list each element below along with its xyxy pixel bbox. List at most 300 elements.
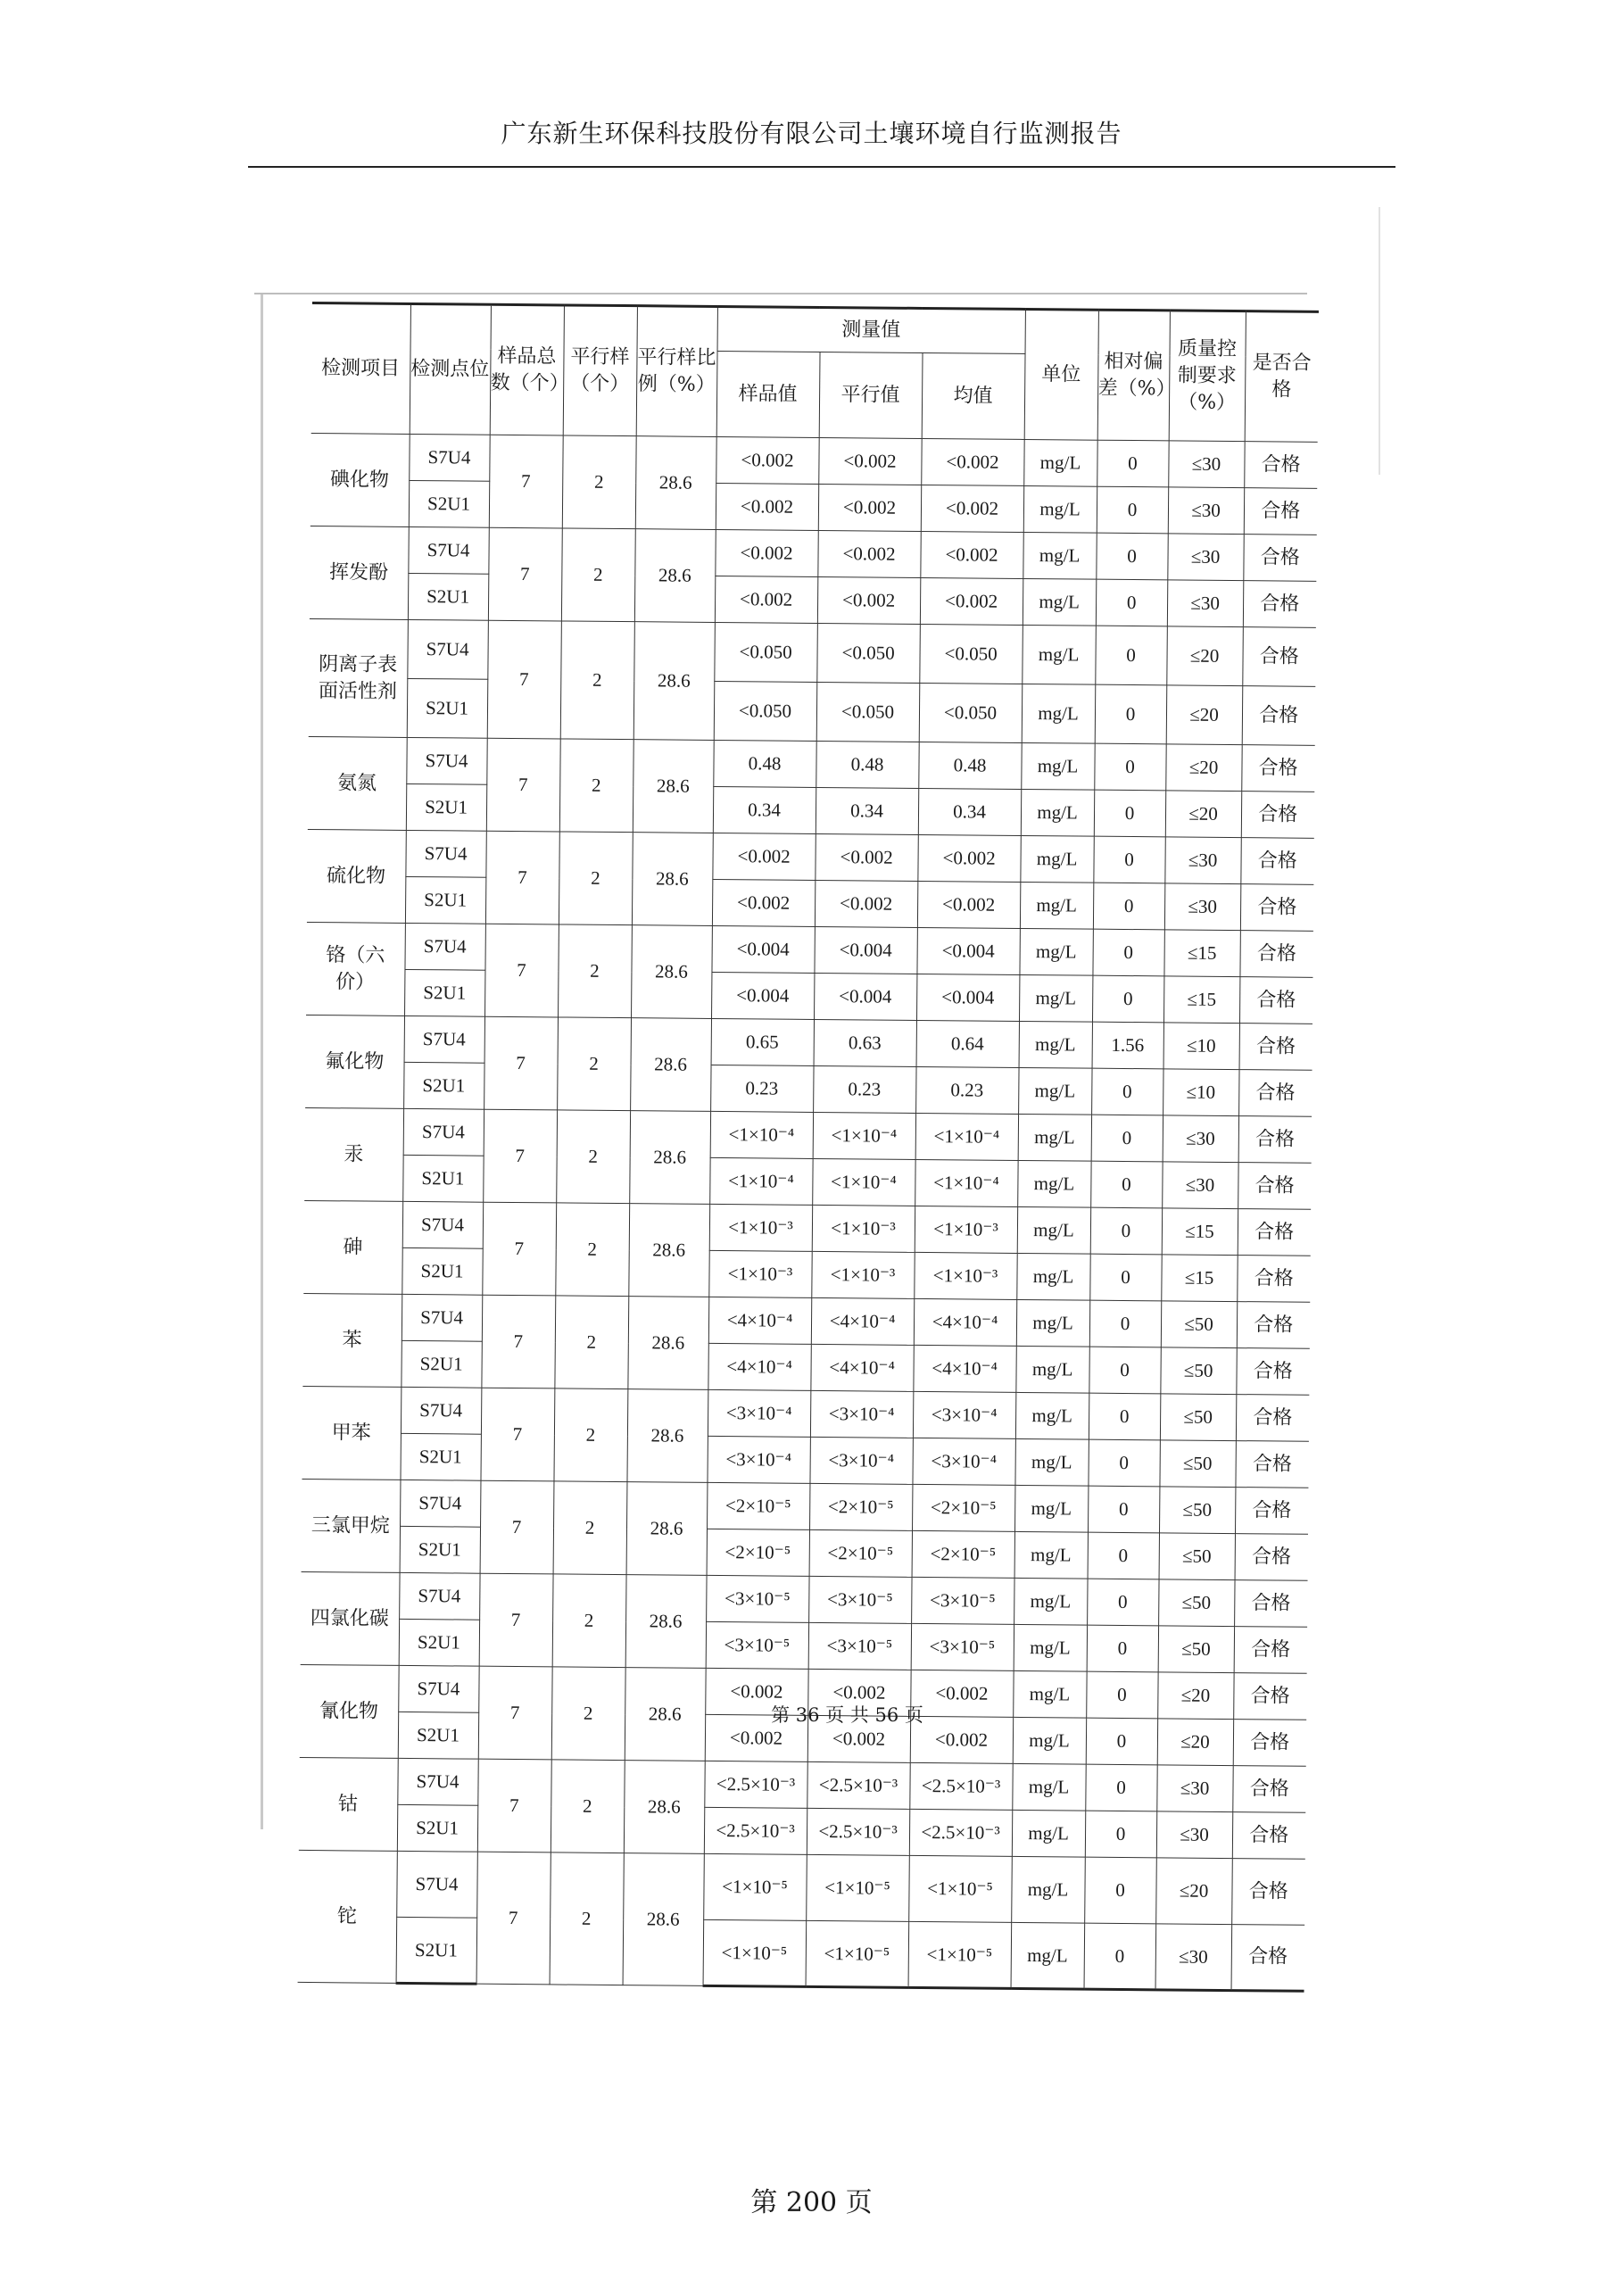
table-row [309,677,1316,745]
cell-parallel-ratio: 28.6 [623,1853,704,1986]
cell-relative-deviation: 0 [1093,836,1164,883]
cell-total: 7 [485,831,559,924]
cell-unit: mg/L [1022,684,1096,743]
cell-total: 7 [487,620,561,739]
cell-mean-value: <0.002 [910,1670,1013,1717]
cell-point: S2U1 [405,876,485,924]
cell-mean-value: <2.5×10⁻³ [909,1762,1012,1810]
cell-parallel-value: <0.002 [817,530,920,577]
cell-relative-deviation: 0 [1087,1579,1158,1626]
cell-qc-requirement: ≤20 [1166,626,1243,686]
cell-pass: 合格 [1240,838,1313,885]
cell-point: S2U1 [404,969,484,1016]
cell-parallel-value: <2×10⁻⁵ [809,1529,912,1577]
cell-qc-requirement: ≤15 [1162,1208,1238,1256]
cell-unit: mg/L [1016,1253,1089,1300]
cell-point: S2U1 [400,1433,480,1480]
cell-sample-value: <0.002 [712,833,815,880]
cell-parallel-value: <0.050 [816,623,920,683]
cell-relative-deviation: 0 [1089,1254,1161,1301]
cell-parallel-count: 2 [556,1110,630,1204]
cell-pass: 合格 [1244,442,1317,489]
cell-pass: 合格 [1232,1812,1305,1860]
cell-total: 7 [478,1666,552,1760]
qc-table-container [298,302,1319,1993]
cell-mean-value: <1×10⁻⁵ [908,1855,1012,1922]
cell-sample-value: <3×10⁻⁵ [706,1621,808,1669]
cell-qc-requirement: ≤20 [1165,791,1241,838]
scan-shadow-left [261,294,263,1829]
cell-relative-deviation: 0 [1094,790,1165,837]
cell-parallel-value: <2.5×10⁻³ [807,1761,909,1809]
header-pass: 是否合格 [1245,311,1319,443]
cell-pass: 合格 [1238,1070,1312,1117]
cell-parallel-count: 2 [562,435,636,529]
cell-relative-deviation: 0 [1091,1115,1163,1162]
cell-relative-deviation: 0 [1095,684,1167,744]
cell-total: 7 [480,1480,554,1574]
cell-qc-requirement: ≤50 [1158,1626,1234,1673]
cell-parallel-ratio: 28.6 [626,1389,708,1483]
header-mean-value: 均值 [922,352,1025,439]
cell-unit: mg/L [1017,1206,1090,1254]
cell-sample-value: <0.002 [716,436,818,484]
header-divider [248,166,1395,168]
cell-parallel-value: <0.004 [814,926,916,974]
cell-parallel-ratio: 28.6 [626,1482,708,1576]
cell-parallel-value: <0.002 [807,1669,910,1716]
cell-pass: 合格 [1231,1859,1305,1926]
cell-parallel-value: <0.002 [815,880,917,927]
cell-sample-value: <2×10⁻⁵ [707,1529,809,1576]
cell-point: S7U4 [399,1572,479,1620]
cell-point: S2U1 [402,1155,483,1202]
cell-parallel-count: 2 [551,1667,625,1761]
cell-parallel-ratio: 28.6 [632,833,713,926]
cell-qc-requirement: ≤50 [1159,1487,1235,1534]
cell-mean-value: <0.002 [910,1716,1013,1763]
cell-qc-requirement: ≤30 [1155,1924,1232,1991]
cell-sample-value: <0.002 [716,483,818,530]
cell-mean-value: <0.002 [917,881,1020,928]
cell-parallel-count: 2 [550,1853,624,1985]
cell-point: S7U4 [407,619,488,679]
cell-mean-value: 0.23 [915,1066,1018,1114]
header-sample-value: 样品值 [716,351,820,437]
cell-mean-value: 0.34 [918,788,1021,835]
cell-unit: mg/L [1019,1021,1092,1068]
cell-qc-requirement: ≤15 [1163,930,1239,977]
cell-total: 7 [481,1295,555,1388]
cell-item: 阴离子表面活性剂 [309,618,408,737]
cell-parallel-count: 2 [551,1760,625,1853]
cell-sample-value: <3×10⁻⁵ [706,1575,808,1622]
cell-total: 7 [489,435,563,528]
cell-parallel-value: <4×10⁻⁴ [810,1344,913,1391]
cell-pass: 合格 [1244,488,1317,535]
header-total: 样品总数（个） [490,304,564,435]
cell-relative-deviation: 0 [1089,1347,1160,1394]
cell-mean-value: <2×10⁻⁵ [912,1530,1014,1578]
cell-qc-requirement: ≤30 [1167,580,1243,627]
cell-parallel-value: <0.002 [818,484,921,531]
cell-pass: 合格 [1236,1395,1309,1442]
cell-qc-requirement: ≤20 [1157,1672,1233,1720]
header-point: 检测点位 [410,303,491,435]
cell-parallel-value: 0.48 [816,741,918,788]
cell-parallel-ratio: 28.6 [633,740,714,833]
cell-parallel-count: 2 [559,832,633,925]
cell-item: 挥发酚 [310,526,409,619]
cell-item: 硫化物 [307,829,406,923]
cell-relative-deviation: 0 [1090,1207,1162,1255]
cell-unit: mg/L [1011,1856,1085,1923]
cell-total: 7 [488,527,562,621]
cell-relative-deviation: 0 [1096,579,1167,626]
cell-qc-requirement: ≤30 [1162,1162,1238,1209]
cell-sample-value: <0.050 [714,622,817,682]
cell-pass: 合格 [1235,1488,1308,1535]
cell-parallel-count: 2 [559,739,633,833]
cell-relative-deviation: 1.56 [1092,1022,1163,1069]
cell-pass: 合格 [1231,1925,1305,1992]
cell-mean-value: <4×10⁻⁴ [913,1345,1015,1392]
cell-mean-value: <0.004 [916,974,1019,1021]
header-qc-requirement: 质量控制要求（%） [1169,311,1246,442]
cell-unit: mg/L [1023,578,1096,626]
table-row [298,1850,1305,1925]
table-row [298,1916,1305,1991]
cell-total: 7 [486,738,560,832]
cell-sample-value: <1×10⁻³ [709,1204,812,1251]
cell-point: S7U4 [405,830,485,877]
cell-unit: mg/L [1022,625,1096,684]
cell-qc-requirement: ≤50 [1159,1440,1235,1488]
cell-qc-requirement: ≤30 [1156,1765,1232,1812]
qc-table-body [298,433,1318,1991]
cell-qc-requirement: ≤20 [1165,744,1241,792]
cell-sample-value: <1×10⁻⁵ [703,1919,807,1986]
cell-qc-requirement: ≤30 [1163,1115,1238,1163]
cell-unit: mg/L [1023,485,1097,533]
outer-page-number: 第 200 页 [750,2187,873,2218]
cell-parallel-value: <4×10⁻⁴ [811,1297,914,1345]
cell-parallel-value: <1×10⁻⁵ [806,1920,909,1987]
table-row [309,618,1316,686]
cell-unit: mg/L [1014,1578,1087,1625]
header-item: 检测项目 [311,303,410,434]
cell-mean-value: <0.050 [919,683,1023,742]
cell-unit: mg/L [1012,1763,1085,1811]
cell-sample-value: <0.050 [714,681,817,741]
cell-unit: mg/L [1019,928,1092,975]
cell-pass: 合格 [1239,931,1312,978]
cell-point: S2U1 [396,1917,477,1984]
cell-mean-value: <3×10⁻⁵ [911,1623,1014,1670]
cell-parallel-value: <1×10⁻⁴ [812,1158,915,1206]
cell-pass: 合格 [1241,792,1314,839]
cell-item: 铬（六价） [306,922,405,1015]
cell-point: S7U4 [400,1480,480,1527]
cell-parallel-ratio: 28.6 [635,436,716,530]
cell-pass: 合格 [1242,686,1316,746]
cell-mean-value: 0.64 [916,1020,1019,1067]
cell-unit: mg/L [1023,439,1097,486]
cell-pass: 合格 [1243,581,1316,628]
cell-mean-value: <0.002 [920,531,1023,578]
cell-qc-requirement: ≤30 [1164,837,1240,884]
cell-point: S7U4 [397,1758,477,1805]
cell-sample-value: <2×10⁻⁵ [707,1482,809,1529]
cell-pass: 合格 [1233,1720,1306,1767]
cell-pass: 合格 [1237,1302,1310,1349]
cell-parallel-ratio: 28.6 [627,1297,708,1390]
header-measured: 测量值 [717,306,1025,353]
cell-relative-deviation: 0 [1096,533,1167,580]
report-title: 广东新生环保科技股份有限公司土壤环境自行监测报告 [501,119,1122,148]
cell-parallel-count: 2 [552,1574,626,1668]
cell-item: 汞 [304,1107,403,1201]
cell-qc-requirement: ≤20 [1157,1719,1233,1766]
cell-sample-value: <4×10⁻⁴ [708,1343,810,1390]
cell-relative-deviation: 0 [1092,929,1163,976]
cell-total: 7 [484,924,559,1017]
cell-mean-value: <1×10⁻⁴ [915,1159,1017,1206]
cell-parallel-value: 0.63 [814,1019,916,1066]
cell-mean-value: <1×10⁻³ [914,1252,1016,1299]
cell-parallel-ratio: 28.6 [625,1668,706,1761]
cell-parallel-value: <3×10⁻⁴ [809,1437,912,1484]
cell-parallel-ratio: 28.6 [625,1575,707,1669]
cell-parallel-value: <3×10⁻⁴ [810,1390,913,1438]
cell-parallel-value: <2.5×10⁻³ [807,1808,909,1855]
cell-parallel-count: 2 [558,924,632,1018]
cell-pass: 合格 [1240,884,1313,932]
cell-relative-deviation: 0 [1095,626,1167,685]
cell-qc-requirement: ≤30 [1164,883,1240,931]
cell-point: S7U4 [404,923,484,970]
cell-relative-deviation: 0 [1097,486,1168,534]
cell-point: S7U4 [408,526,488,574]
cell-parallel-value: <1×10⁻³ [812,1205,915,1252]
cell-unit: mg/L [1023,532,1096,579]
cell-point: S2U1 [409,480,489,527]
cell-pass: 合格 [1233,1673,1306,1720]
inner-page-number: 第 36 页 共 56 页 [771,1704,923,1726]
cell-qc-requirement: ≤10 [1163,1069,1238,1116]
header-parallel-ratio: 平行样比例（%） [636,306,717,437]
cell-qc-requirement: ≤50 [1160,1347,1236,1395]
cell-parallel-value: <3×10⁻⁵ [808,1622,911,1670]
cell-qc-requirement: ≤50 [1160,1394,1236,1441]
cell-sample-value: 0.65 [711,1018,814,1065]
cell-mean-value: <2.5×10⁻³ [909,1809,1012,1856]
cell-sample-value: <1×10⁻⁵ [703,1853,807,1920]
cell-point: S2U1 [397,1804,477,1852]
cell-unit: mg/L [1014,1438,1088,1486]
cell-pass: 合格 [1235,1441,1308,1488]
cell-point: S7U4 [402,1201,483,1248]
cell-unit: mg/L [1012,1810,1085,1857]
cell-parallel-ratio: 28.6 [633,622,715,741]
cell-unit: mg/L [1014,1531,1088,1579]
cell-parallel-value: <0.002 [807,1715,910,1762]
cell-parallel-value: <1×10⁻³ [811,1251,914,1298]
cell-qc-requirement: ≤15 [1161,1255,1237,1302]
cell-sample-value: <1×10⁻³ [708,1250,811,1297]
cell-mean-value: <0.050 [919,624,1023,684]
cell-qc-requirement: ≤20 [1166,685,1243,745]
cell-item: 甲苯 [302,1386,401,1480]
cell-total: 7 [477,1759,551,1853]
cell-parallel-value: 0.34 [816,787,918,834]
cell-parallel-ratio: 28.6 [628,1204,709,1297]
cell-total: 7 [476,1852,551,1985]
cell-sample-value: <1×10⁻⁴ [710,1111,813,1158]
cell-point: S7U4 [396,1851,477,1918]
cell-mean-value: <0.002 [921,438,1023,485]
cell-pass: 合格 [1234,1580,1307,1628]
cell-parallel-count: 2 [555,1203,629,1297]
cell-sample-value: <0.002 [712,879,815,926]
cell-relative-deviation: 0 [1088,1439,1159,1487]
cell-point: S7U4 [398,1665,478,1712]
cell-mean-value: <0.002 [920,577,1023,625]
cell-item: 碘化物 [311,433,410,526]
cell-qc-requirement: ≤10 [1163,1023,1239,1070]
cell-parallel-value: <1×10⁻⁴ [813,1112,915,1159]
cell-relative-deviation: 0 [1087,1625,1158,1672]
cell-unit: mg/L [1018,1067,1091,1115]
cell-mean-value: <0.004 [916,927,1019,974]
cell-pass: 合格 [1241,745,1314,792]
cell-parallel-ratio: 28.6 [629,1111,710,1205]
cell-mean-value: <2×10⁻⁵ [912,1484,1014,1531]
cell-item: 苯 [302,1293,402,1387]
cell-point: S2U1 [406,783,486,831]
cell-item: 氟化物 [305,1015,404,1108]
cell-relative-deviation: 0 [1084,1857,1156,1924]
cell-parallel-value: <3×10⁻⁵ [808,1576,911,1623]
cell-item: 砷 [303,1200,402,1294]
cell-parallel-value: <0.002 [818,437,921,485]
cell-pass: 合格 [1232,1766,1305,1813]
cell-sample-value: 0.48 [713,740,816,787]
cell-parallel-count: 2 [553,1481,627,1575]
cell-relative-deviation: 0 [1088,1486,1159,1533]
header-parallel-count: 平行样（个） [563,305,637,436]
cell-pass: 合格 [1239,1024,1312,1071]
cell-parallel-count: 2 [557,1017,631,1111]
cell-point: S7U4 [406,737,486,784]
cell-unit: mg/L [1019,974,1092,1022]
cell-mean-value: 0.48 [918,742,1021,789]
cell-point: S7U4 [401,1387,481,1434]
cell-total: 7 [480,1388,554,1481]
cell-sample-value: <3×10⁻⁴ [708,1389,810,1437]
cell-sample-value: <2.5×10⁻³ [704,1807,807,1854]
cell-item: 三氯甲烷 [302,1479,401,1572]
cell-unit: mg/L [1015,1392,1089,1439]
cell-unit: mg/L [1018,1114,1091,1161]
cell-pass: 合格 [1235,1534,1308,1581]
cell-point: S2U1 [403,1062,484,1109]
cell-qc-requirement: ≤20 [1155,1858,1232,1925]
scan-shadow-top [254,293,1307,294]
cell-relative-deviation: 0 [1085,1811,1156,1858]
cell-relative-deviation: 0 [1086,1718,1157,1765]
cell-point: S2U1 [401,1340,481,1388]
cell-qc-requirement: ≤50 [1161,1301,1237,1348]
cell-pass: 合格 [1238,1163,1311,1210]
cell-sample-value: <0.002 [715,529,817,576]
cell-relative-deviation: 0 [1092,975,1163,1023]
cell-total: 7 [483,1109,557,1203]
cell-pass: 合格 [1236,1348,1309,1396]
cell-qc-requirement: ≤50 [1159,1533,1235,1580]
cell-relative-deviation: 0 [1088,1532,1159,1579]
cell-total: 7 [482,1202,556,1296]
cell-relative-deviation: 0 [1084,1923,1156,1990]
cell-point: S2U1 [407,678,488,738]
cell-sample-value: <0.004 [711,925,814,973]
cell-relative-deviation: 0 [1089,1300,1161,1347]
cell-sample-value: <4×10⁻⁴ [708,1297,811,1344]
cell-unit: mg/L [1021,742,1094,790]
parallel-sample-qc-table [298,302,1319,1993]
cell-mean-value: <3×10⁻⁴ [913,1391,1015,1438]
header-parallel-value: 平行值 [819,352,923,438]
cell-qc-requirement: ≤50 [1158,1579,1234,1627]
cell-unit: mg/L [1013,1670,1086,1718]
cell-unit: mg/L [1011,1922,1085,1989]
cell-point: S2U1 [402,1247,482,1295]
cell-relative-deviation: 0 [1089,1393,1160,1440]
cell-qc-requirement: ≤30 [1167,534,1243,581]
cell-item: 四氯化碳 [301,1571,400,1665]
cell-sample-value: <2.5×10⁻³ [704,1761,807,1808]
cell-mean-value: <3×10⁻⁴ [912,1438,1014,1485]
cell-parallel-ratio: 28.6 [631,925,712,1019]
cell-pass: 合格 [1239,977,1312,1024]
cell-unit: mg/L [1020,835,1093,883]
cell-point: S7U4 [404,1015,484,1063]
cell-parallel-value: <0.004 [814,973,916,1020]
cell-relative-deviation: 0 [1091,1068,1163,1115]
cell-pass: 合格 [1238,1116,1312,1164]
cell-qc-requirement: ≤15 [1163,976,1239,1024]
cell-unit: mg/L [1014,1485,1088,1532]
cell-sample-value: 0.23 [710,1065,813,1112]
cell-mean-value: <4×10⁻⁴ [914,1298,1016,1346]
cell-unit: mg/L [1015,1346,1089,1393]
cell-total: 7 [479,1573,553,1667]
cell-total: 7 [484,1016,558,1110]
cell-item: 铊 [298,1850,397,1983]
cell-pass: 合格 [1234,1627,1307,1674]
cell-sample-value: <1×10⁻⁴ [709,1157,812,1205]
cell-point: S7U4 [409,434,489,481]
cell-parallel-count: 2 [553,1388,627,1482]
cell-point: S2U1 [399,1619,479,1666]
scan-shadow-right [1379,207,1380,475]
cell-item: 氰化物 [300,1664,399,1758]
cell-parallel-ratio: 28.6 [624,1761,705,1854]
cell-relative-deviation: 0 [1094,743,1165,791]
cell-parallel-count: 2 [560,621,634,740]
cell-mean-value: <1×10⁻³ [915,1206,1017,1253]
cell-parallel-value: 0.23 [813,1065,915,1113]
